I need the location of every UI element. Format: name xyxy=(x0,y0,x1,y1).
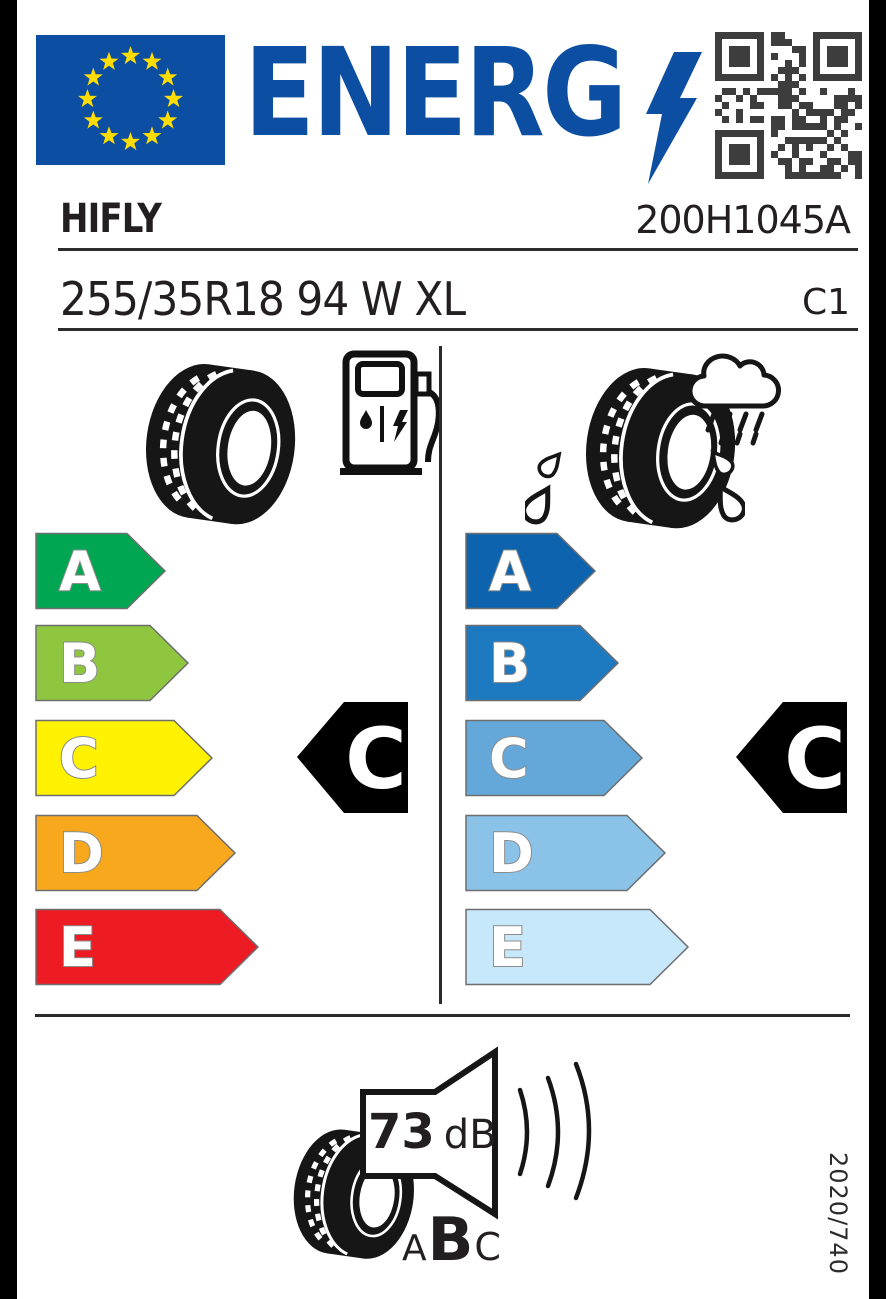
tire-size-designation: 255/35R18 94 W XL xyxy=(60,272,466,326)
wet-grade-arrow-E xyxy=(465,908,690,986)
lightning-bolt-icon xyxy=(640,52,702,184)
wet-grip-rating xyxy=(736,702,847,813)
fuel-grade-arrow-D xyxy=(35,814,237,892)
wet-grade-letter: C xyxy=(489,727,529,790)
wet-grade-letter: E xyxy=(489,916,526,979)
wet-grade-arrow-B xyxy=(465,624,620,702)
separator-line xyxy=(58,328,858,331)
fuel-tire-icon xyxy=(122,358,317,530)
eu-star xyxy=(84,111,103,129)
right-border-bar xyxy=(869,0,886,1299)
water-splash-icon xyxy=(525,442,745,530)
column-divider xyxy=(439,346,442,1004)
wet-grade-letter: D xyxy=(489,822,534,885)
fuel-grade-arrow-B xyxy=(35,624,190,702)
supplier-name: HIFLY xyxy=(60,196,162,242)
fuel-efficiency-scale xyxy=(35,532,275,992)
noise-class-letters xyxy=(402,1205,502,1275)
fuel-grade-letter: B xyxy=(59,632,101,695)
fuel-efficiency-rating xyxy=(297,702,408,813)
energy-label-title: ENERG xyxy=(244,22,625,164)
fuel-grade-letter: E xyxy=(59,916,96,979)
fuel-grade-arrow-E xyxy=(35,908,260,986)
rain-cloud-icon xyxy=(680,350,790,446)
noise-grade-c: C xyxy=(474,1225,502,1269)
regulation-number: 2020/740 xyxy=(824,1152,852,1275)
eu-star xyxy=(143,126,162,144)
fuel-grade-arrow-A xyxy=(35,532,167,610)
wet-grip-scale xyxy=(465,532,705,992)
eu-flag-icon xyxy=(36,35,225,165)
noise-level xyxy=(368,1104,497,1160)
noise-value: 73 xyxy=(368,1104,435,1160)
separator-line xyxy=(58,248,858,251)
wet-grade-letter: A xyxy=(489,540,531,603)
eu-star xyxy=(78,89,97,107)
wet-grade-letter: B xyxy=(489,632,531,695)
fuel-rating-letter: C xyxy=(345,710,407,808)
eu-star xyxy=(158,111,177,129)
type-identifier: 200H1045A xyxy=(635,198,850,242)
noise-grade-b: B xyxy=(427,1205,475,1275)
left-border-bar xyxy=(0,0,17,1299)
eu-star xyxy=(121,132,140,150)
noise-grade-a: A xyxy=(402,1228,428,1269)
eu-star xyxy=(100,52,119,70)
eu-star xyxy=(143,52,162,70)
wet-grade-arrow-A xyxy=(465,532,597,610)
qr-code xyxy=(715,32,862,179)
fuel-rating-arrow xyxy=(297,702,408,813)
wet-rating-letter: C xyxy=(784,710,846,808)
fuel-grade-letter: D xyxy=(59,822,104,885)
eu-star xyxy=(164,89,183,107)
eu-star xyxy=(100,126,119,144)
wet-rating-arrow xyxy=(736,702,847,813)
fuel-pump-icon xyxy=(336,348,451,483)
sound-waves-icon xyxy=(512,1058,600,1206)
fuel-grade-letter: A xyxy=(59,540,101,603)
fuel-grade-arrow-C xyxy=(35,719,214,797)
eu-star xyxy=(84,68,103,86)
wet-grade-arrow-D xyxy=(465,814,667,892)
eu-star xyxy=(121,46,140,64)
noise-unit: dB xyxy=(443,1112,497,1158)
wet-grade-arrow-C xyxy=(465,719,644,797)
separator-line xyxy=(35,1014,850,1017)
tire-class: C1 xyxy=(801,282,850,323)
fuel-grade-letter: C xyxy=(59,727,99,790)
eu-star xyxy=(158,68,177,86)
